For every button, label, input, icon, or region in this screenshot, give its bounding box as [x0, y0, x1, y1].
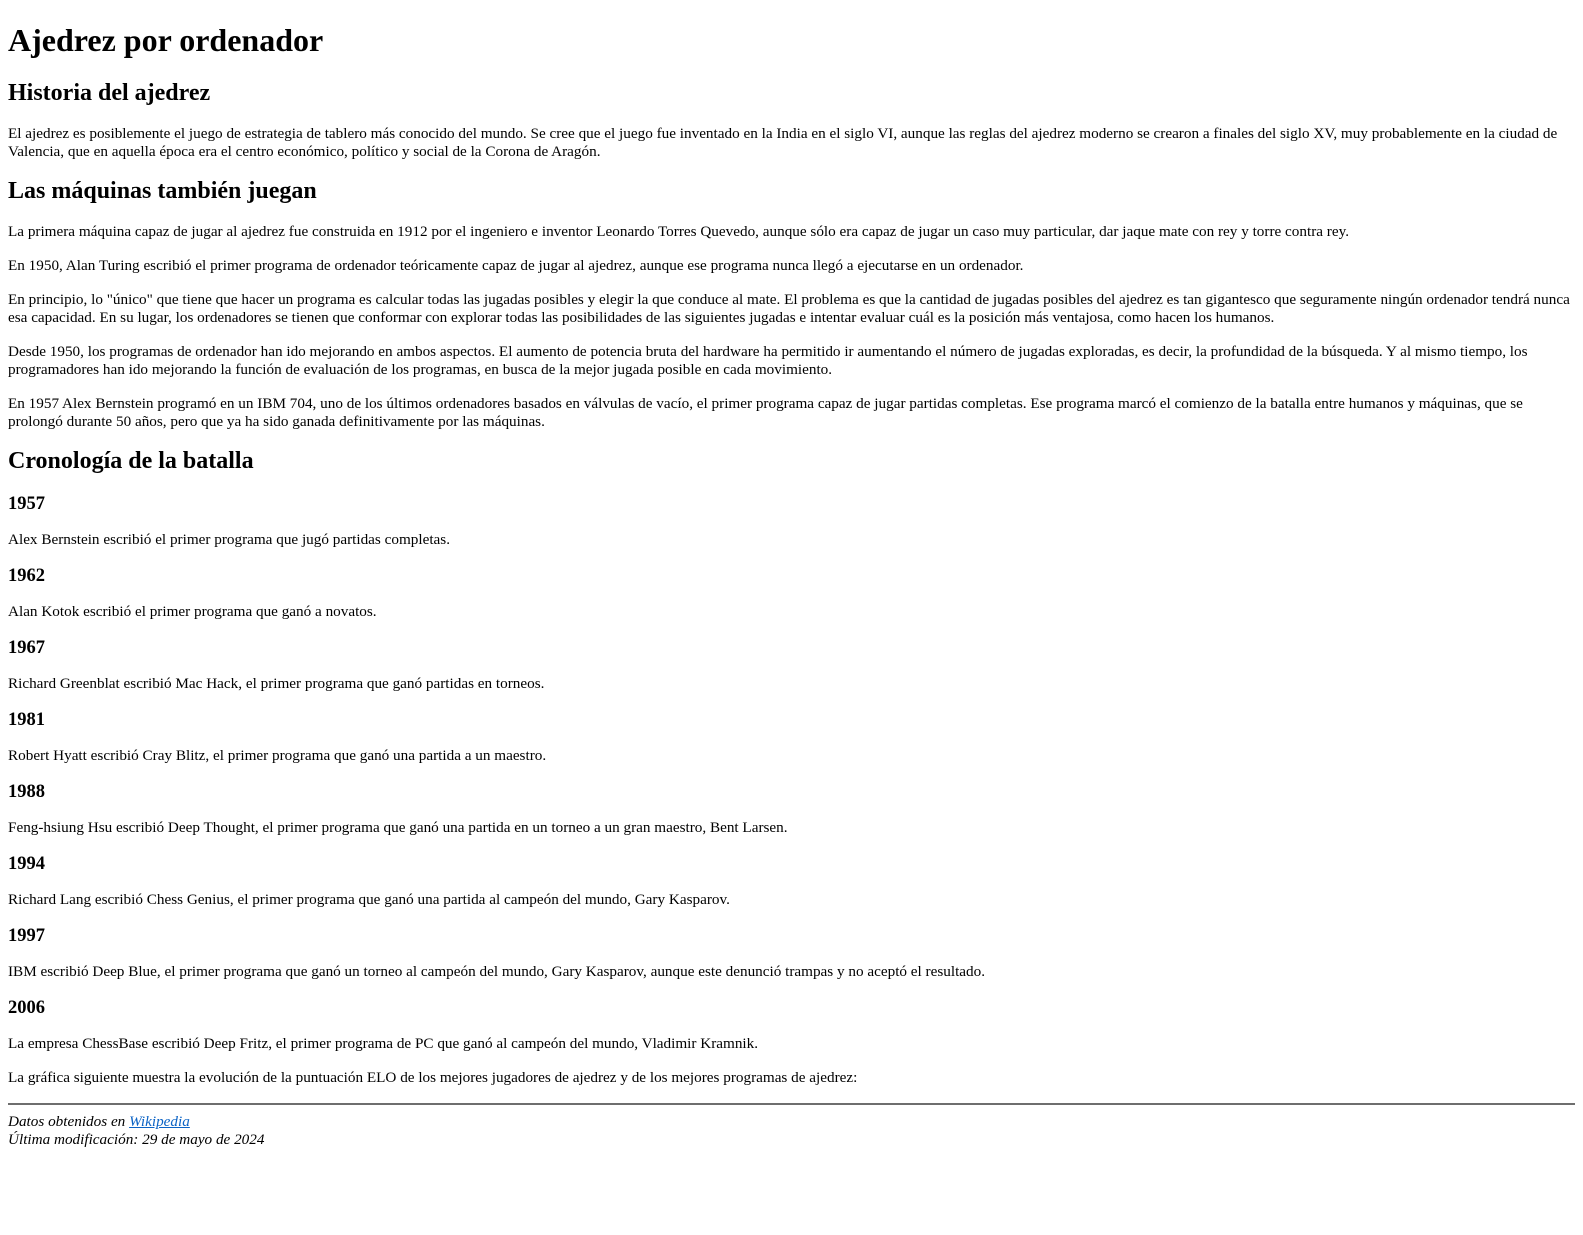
chart-intro: La gráfica siguiente muestra la evolución de la puntuación ELO de los mejores jugadores de ajedrez y de los mejores programas de ajedrez:	[8, 1069, 858, 1086]
timeline-text: Alex Bernstein escribió el primer programa que jugó partidas completas.	[8, 531, 450, 548]
machines-paragraph: En 1950, Alan Turing escribió el primer programa de ordenador teóricamente capaz de jugar al ajedrez, aunque ese programa nunca llegó a ejecutarse en un ordenador.	[8, 257, 1024, 274]
timeline-text: Robert Hyatt escribió Cray Blitz, el primer programa que ganó una partida a un maestro.	[8, 747, 547, 764]
timeline-year: 1994	[8, 854, 45, 874]
timeline-year: 1962	[8, 566, 45, 586]
timeline-year: 1988	[8, 782, 45, 802]
timeline-text: Richard Greenblat escribió Mac Hack, el primer programa que ganó partidas en torneos.	[8, 675, 545, 692]
timeline-year: 1957	[8, 494, 45, 514]
history-paragraph: El ajedrez es posiblemente el juego de estrategia de tablero más conocido del mundo. Se cree que el juego fue inventado en la India en el siglo VI, aunque las reglas del ajedrez moderno se crearon a finales del siglo XV, muy probablemente en la ciudad de Valencia, que en aquella época era el centro económico, político y social de la Corona de Aragón.	[8, 125, 1558, 160]
timeline-text: Feng-hsiung Hsu escribió Deep Thought, el primer programa que ganó una partida en un torneo a un gran maestro, Bent Larsen.	[8, 819, 788, 836]
timeline-year: 2006	[8, 998, 45, 1018]
source-prefix: Datos obtenidos en	[8, 1113, 130, 1130]
machines-paragraph: La primera máquina capaz de jugar al ajedrez fue construida en 1912 por el ingeniero e inventor Leonardo Torres Quevedo, aunque sólo era capaz de jugar un caso muy particular, dar jaque mate con rey y torre contra rey.	[8, 223, 1349, 240]
history-heading: Historia del ajedrez	[8, 80, 211, 106]
last-modified: Última modificación: 29 de mayo de 2024	[8, 1131, 265, 1148]
wikipedia-link[interactable]: Wikipedia	[129, 1113, 190, 1130]
machines-paragraph: Desde 1950, los programas de ordenador han ido mejorando en ambos aspectos. El aumento de potencia bruta del hardware ha permitido ir aumentando el número de jugadas exploradas, es decir, la profundidad de la búsqueda. Y al mismo tiempo, los programadores han ido mejorando la función de evaluación de los programas, en busca de la mejor jugada posible en cada movimiento.	[8, 343, 1528, 378]
timeline-year: 1981	[8, 710, 45, 730]
footer-divider	[8, 1103, 1575, 1105]
machines-paragraph: En 1957 Alex Bernstein programó en un IBM 704, uno de los últimos ordenadores basados en válvulas de vacío, el primer programa capaz de jugar partidas completas. Ese programa marcó el comienzo de la batalla entre humanos y máquinas, que se prolongó durante 50 años, pero que ya ha sido ganada definitivamente por las máquinas.	[8, 395, 1523, 430]
page	[0, 22, 1583, 1149]
timeline-text: Richard Lang escribió Chess Genius, el primer programa que ganó una partida al campeón del mundo, Gary Kasparov.	[8, 891, 730, 908]
page-title: Ajedrez por ordenador	[8, 22, 324, 58]
timeline-text: Alan Kotok escribió el primer programa que ganó a novatos.	[8, 603, 377, 620]
machines-paragraph: En principio, lo "único" que tiene que hacer un programa es calcular todas las jugadas posibles y elegir la que conduce al mate. El problema es que la cantidad de jugadas posibles del ajedrez es tan gigantesco que seguramente ningún ordenador tendrá nunca esa capacidad. En su lugar, los ordenadores se tienen que conformar con explorar todas las posibilidades de las siguientes jugadas e intentar evaluar cuál es la posición más ventajosa, como hacen los humanos.	[8, 291, 1570, 326]
machines-heading: Las máquinas también juegan	[8, 178, 317, 204]
timeline-text: IBM escribió Deep Blue, el primer programa que ganó un torneo al campeón del mundo, Gary Kasparov, aunque este denunció trampas y no aceptó el resultado.	[8, 963, 986, 980]
timeline-text: La empresa ChessBase escribió Deep Fritz, el primer programa de PC que ganó al campeón del mundo, Vladimir Kramnik.	[8, 1035, 759, 1052]
timeline-year: 1967	[8, 638, 45, 658]
timeline-heading: Cronología de la batalla	[8, 448, 254, 474]
page-footer	[8, 1113, 1575, 1149]
source-line	[8, 1113, 1575, 1131]
timeline-year: 1997	[8, 926, 45, 946]
